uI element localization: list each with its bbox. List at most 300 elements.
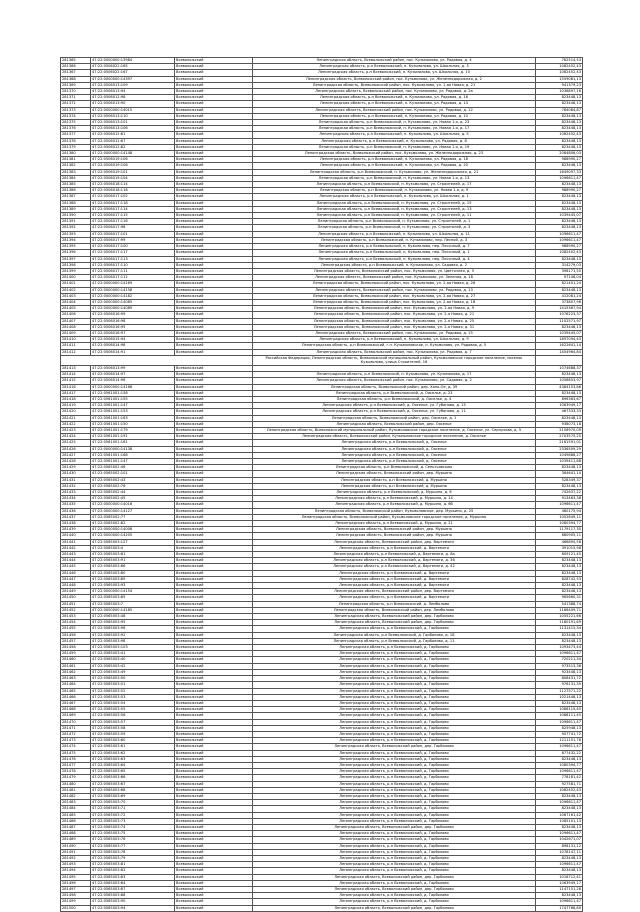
cadastral-number-cell: 47:22:0565003:94 (91, 905, 175, 911)
cadastral-number-cell: 47:22:0561001:191 (91, 434, 175, 440)
address-cell: Ленинградская область, р-н Всеволожский, д. Вартемяги, д. 8а (253, 552, 536, 558)
address-cell: Ленинградская область, р-н Всеволожский, д. Гарболово (253, 700, 536, 706)
district-cell: Всеволожский (175, 874, 253, 880)
district-cell: Всеволожский (175, 101, 253, 107)
district-cell: Всеволожский (175, 126, 253, 132)
value-cell: 898131,12 (536, 843, 583, 849)
value-cell: 823448,13 (536, 256, 583, 262)
value-cell: 938073,18 (536, 421, 583, 427)
value-cell: 1067161,42 (536, 812, 583, 818)
district-cell: Всеволожский (175, 645, 253, 651)
value-cell: 823448,13 (536, 95, 583, 101)
value-cell: 927581,71 (536, 781, 583, 787)
value-cell: 97146,04 (536, 275, 583, 281)
district-cell: Всеволожский (175, 806, 253, 812)
district-cell: Всеволожский (175, 688, 253, 694)
record-id-cell: 281447 (61, 576, 91, 582)
district-cell: Всеволожский (175, 731, 253, 737)
value-cell: 762514,53 (536, 58, 583, 64)
record-id-cell: 281378 (61, 138, 91, 144)
record-id-cell: 281494 (61, 868, 91, 874)
district-cell: Всеволожский (175, 818, 253, 824)
address-cell: Ленинградская область, р-н Всеволожский, д. Вартемяги (253, 545, 536, 551)
value-cell: 1211151,78 (536, 738, 583, 744)
address-cell: Ленинградская область, Всеволожский район, пос. Кузьмолово, ул. Железнодорожная, д. 2 (253, 76, 536, 82)
value-cell: 823448,13 (536, 200, 583, 206)
cadastral-number-cell: 47:22:0565003:66 (91, 775, 175, 781)
value-cell: 823448,13 (536, 756, 583, 762)
record-id-cell: 281473 (61, 738, 91, 744)
district-cell: Всеволожский (175, 824, 253, 830)
address-cell: Ленинградская область, Всеволожский район, пос. Кузьмолово, ул. 2-ая Новая, д. 9 (253, 306, 536, 312)
record-id-cell: 281498 (61, 893, 91, 899)
record-id-cell: 281434 (61, 496, 91, 502)
address-cell: Ленинградская область, Всеволожский район, дер. Вартемяги (253, 539, 536, 545)
district-cell: Всеволожский (175, 868, 253, 874)
value-cell: 823448,13 (536, 101, 583, 107)
cadastral-number-cell: 47:22:0506017:98 (91, 225, 175, 231)
district-cell: Всеволожский (175, 169, 253, 175)
district-cell: Всеволожский (175, 490, 253, 496)
value-cell: 988990,27 (536, 244, 583, 250)
address-cell: Ленинградская область, р-н Всеволожский, д. Гарболово (253, 762, 536, 768)
cadastral-number-cell: 47:22:0506013:94 (91, 89, 175, 95)
value-cell: 1039445,07 (536, 330, 583, 336)
value-cell: 823448,13 (536, 806, 583, 812)
value-cell: 1186409,71 (536, 607, 583, 613)
value-cell: 1096611,47 (536, 769, 583, 775)
record-id-cell: 281367 (61, 70, 91, 76)
cadastral-number-cell: 47:22:0506017:111 (91, 268, 175, 274)
address-cell: Ленинградская область, р-н Всеволожский, д. Ояселье (253, 458, 536, 464)
value-cell: 823448,13 (536, 219, 583, 225)
value-cell: 823448,13 (536, 638, 583, 644)
record-id-cell: 281366 (61, 64, 91, 70)
cadastral-number-cell: 47:22:0565003:61 (91, 744, 175, 750)
district-cell: Всеволожский (175, 225, 253, 231)
record-id-cell: 281429 (61, 465, 91, 471)
district-cell: Всеволожский (175, 107, 253, 113)
record-id-cell: 281450 (61, 595, 91, 601)
cadastral-number-cell: 47:22:0565003:62 (91, 750, 175, 756)
value-cell: 1016712,41 (536, 874, 583, 880)
address-cell: Ленинградская область, Всеволожский район, дер. Гарболово (253, 824, 536, 830)
record-id-cell: 281480 (61, 781, 91, 787)
address-cell: Ленинградская область, р-н Всеволожский, д. Гарболово (253, 756, 536, 762)
value-cell: 823448,13 (536, 558, 583, 564)
cadastral-number-cell: 47:22:0565002:44 (91, 490, 175, 496)
value-cell: 2084806,03 (536, 151, 583, 157)
value-cell: 1049888,27 (536, 452, 583, 458)
record-id-cell: 281372 (61, 101, 91, 107)
address-cell: Ленинградская область, р-н Всеволожский, д. Гарболово (253, 775, 536, 781)
value-cell: 823448,13 (536, 415, 583, 421)
district-cell: Всеволожский (175, 533, 253, 539)
cadastral-number-cell: 47:22:0565003:73 (91, 818, 175, 824)
record-id-cell: 281365 (61, 58, 91, 64)
value-cell: 823448,13 (536, 182, 583, 188)
record-id-cell: 281449 (61, 589, 91, 595)
record-id-cell: 281478 (61, 769, 91, 775)
district-cell: Всеволожский (175, 880, 253, 886)
address-cell: Ленинградская область, р-н Всеволожский, д. Ояселье, ул. Губанова, д. 15 (253, 403, 536, 409)
value-cell: 1039445,07 (536, 213, 583, 219)
cadastral-number-cell: 47:22:0000000:14397 (91, 76, 175, 82)
cadastral-number-cell: 47:22:0506013:110 (91, 113, 175, 119)
district-cell: Всеволожский (175, 669, 253, 675)
district-cell: Всеволожский (175, 713, 253, 719)
cadastral-number-cell: 47:22:0506013:106 (91, 126, 175, 132)
address-cell: Ленинградская область, р-н Всеволожский, д. Гарболово (253, 818, 536, 824)
address-cell: Ленинградская область, р-н Всеволожский, д. Гарболово (253, 669, 536, 675)
value-cell: 1180191,69 (536, 620, 583, 626)
address-cell: Ленинградская область, р-н Всеволожский, п. Кузьмолово, ул. Новая 1-я, д. 13 (253, 175, 536, 181)
cadastral-number-cell: 47:22:0565002:46 (91, 465, 175, 471)
district-cell: Всеволожский (175, 762, 253, 768)
record-id-cell: 281419 (61, 403, 91, 409)
address-cell: Ленинградская область, р-н Всеволожский, д. Гарболово (253, 694, 536, 700)
cadastral-number-cell: 47:22:0506016:97 (91, 330, 175, 336)
cadastral-number-cell: 47:22:0565003:92 (91, 632, 175, 638)
address-cell: Ленинградская область, р-н Всеволожский, п. Кузьмолово, ул. Строителей, д. 1 (253, 219, 536, 225)
value-cell: 1096611,47 (536, 831, 583, 837)
value-cell: 1404964,84 (536, 349, 583, 355)
cadastral-number-cell: 47:22:0565003:51 (91, 682, 175, 688)
record-id-cell: 281497 (61, 887, 91, 893)
district-cell: Всеволожский (175, 427, 253, 433)
value-cell: 391015,98 (536, 545, 583, 551)
cadastral-number-cell: 47:22:0565003:82 (91, 868, 175, 874)
value-cell: 988990,27 (536, 188, 583, 194)
address-cell: Ленинградская область, р-н Всеволожский, д. Гарболово (253, 806, 536, 812)
cadastral-number-cell: 47:22:0506016:98 (91, 318, 175, 324)
value-cell: 823448,13 (536, 824, 583, 830)
address-cell: Ленинградская область, р-н Всеволожский, д. Гарболово (253, 849, 536, 855)
record-id-cell: 281440 (61, 533, 91, 539)
record-id-cell: 281368 (61, 76, 91, 82)
address-cell: Ленинградская область, р-н Всеволожский, д. Вартемяги (253, 583, 536, 589)
record-id-cell: 281493 (61, 862, 91, 868)
district-cell: Всеволожский (175, 899, 253, 905)
cadastral-number-cell: 47:22:0565003:83 (91, 874, 175, 880)
record-id-cell: 281415 (61, 378, 91, 384)
district-cell: Всеволожский (175, 837, 253, 843)
cadastral-number-cell: 47:22:0506022:165 (91, 64, 175, 70)
value-cell: 823448,13 (536, 570, 583, 576)
record-id-cell: 281444 (61, 558, 91, 564)
address-cell: Ленинградская область, р-н Всеволожский, д. Гарболово (253, 731, 536, 737)
district-cell: Всеволожский (175, 268, 253, 274)
district-cell: Всеволожский (175, 514, 253, 520)
district-cell: Всеволожский (175, 483, 253, 489)
district-cell: Всеволожский (175, 843, 253, 849)
address-cell: Ленинградская область, р-н Всеволожский, п. Кузьмолово, ул. Строителей, д. 15 (253, 200, 536, 206)
district-cell: Всеволожский (175, 552, 253, 558)
cadastral-number-cell: 47:22:0565003:80 (91, 570, 175, 576)
record-id-cell: 281375 (61, 120, 91, 126)
record-id-cell: 281410 (61, 337, 91, 343)
cadastral-number-cell: 47:22:0561001:179 (91, 427, 175, 433)
address-cell: Ленинградская область, р-н Всеволожский, п. Кузьмолово, ул. Рядовая, д. 10 (253, 113, 536, 119)
cadastral-number-cell: 47:22:0000000:14169 (91, 281, 175, 287)
value-cell: 877432,22 (536, 750, 583, 756)
address-cell: Ленинградская область, р-н Всеволожский, п. Кузьмолово, ул. Строителей, д. 13 (253, 206, 536, 212)
cadastral-number-cell: 47:22:0506013:109 (91, 82, 175, 88)
address-cell: Ленинградская область, р-н Всеволожский, д. Гарболово (253, 769, 536, 775)
district-cell: Всеволожский (175, 576, 253, 582)
cadastral-number-cell: 47:22:0506017:116 (91, 219, 175, 225)
value-cell: 720211,34 (536, 657, 583, 663)
district-cell: Всеволожский (175, 244, 253, 250)
district-cell: Всеволожский (175, 769, 253, 775)
value-cell: 823448,13 (536, 483, 583, 489)
district-cell: Всеволожский (175, 682, 253, 688)
record-id-cell: 281466 (61, 694, 91, 700)
address-cell: Ленинградская область, р-н Всеволожский, д. Вартемяги, д. 42 (253, 564, 536, 570)
cadastral-number-cell: 47:22:0561001:161 (91, 440, 175, 446)
record-id-cell: 281379 (61, 144, 91, 150)
value-cell: 1086115,45 (536, 707, 583, 713)
cadastral-number-cell: 47:22:0506017:115 (91, 213, 175, 219)
district-cell: Всеволожский (175, 324, 253, 330)
value-cell: 1082452,43 (536, 250, 583, 256)
record-id-cell: 281405 (61, 306, 91, 312)
cadastral-number-cell: 47:22:0565003:74 (91, 824, 175, 830)
cadastral-number-cell: 47:22:0565003:56 (91, 713, 175, 719)
value-cell: 825948,13 (536, 725, 583, 731)
cadastral-number-cell: 47:22:0565003:58 (91, 725, 175, 731)
record-id-cell: 281416 (61, 384, 91, 390)
cadastral-number-cell: 47:22:0506017:101 (91, 231, 175, 237)
address-cell: Ленинградская область, р-н Всеволожский, п. Кузьмолово, ул. Рядовая, д. 14 (253, 101, 536, 107)
value-cell: 823448,13 (536, 120, 583, 126)
cadastral-number-cell: 47:22:0565003:85 (91, 595, 175, 601)
value-cell: 1747768,89 (536, 905, 583, 911)
address-cell: Ленинградская область, р-н Всеволожский, п. Кузьмолово, ул. Строителей, д. 11 (253, 213, 536, 219)
district-cell: Всеволожский (175, 595, 253, 601)
district-cell: Всеволожский (175, 700, 253, 706)
address-cell: Ленинградская область, р-н Всеволожский, д. Вартемяги (253, 570, 536, 576)
address-cell: Ленинградская область, р-н Всеволожский, д. Гарболово (253, 657, 536, 663)
cadastral-number-cell: 47:22:0506017:113 (91, 256, 175, 262)
record-id-cell: 281399 (61, 268, 91, 274)
record-id-cell: 281369 (61, 82, 91, 88)
address-cell: Ленинградская область, Всеволожский район, дер. Хапо-Ое, д. 39 (253, 384, 536, 390)
cadastral-number-cell: 47:22:0506014:96 (91, 378, 175, 384)
record-id-cell: 281451 (61, 601, 91, 607)
district-cell: Всеволожский (175, 89, 253, 95)
address-cell: Ленинградская область, Всеволожский район, дер. Гарболово (253, 887, 536, 893)
district-cell: Всеволожский (175, 564, 253, 570)
address-cell: Ленинградская область, р-н Всеволожский, п. Кузьмолово, ул. Школьная, д. 3 (253, 64, 536, 70)
record-id-cell: 281477 (61, 762, 91, 768)
record-id-cell: 281455 (61, 626, 91, 632)
cadastral-number-cell: 47:22:0565003:88 (91, 893, 175, 899)
record-id-cell: 281425 (61, 440, 91, 446)
cadastral-number-cell: 47:22:0565003:59 (91, 731, 175, 737)
address-cell: Ленинградская область, р-н Всеволожский, п. Кузьмолово, ул. Новая 1-я, д. 19 (253, 144, 536, 150)
cadastral-number-cell: 47:22:0561001:153 (91, 409, 175, 415)
district-cell: Всеволожский (175, 446, 253, 452)
cadastral-number-cell: 47:22:0565003:75 (91, 831, 175, 837)
address-cell: Ленинградская область, Всеволожский район, пос. Кузьмолово, ул. Железнодорожная, д. 23 (253, 151, 536, 157)
cadastral-number-cell: 47:22:0565002:77 (91, 514, 175, 520)
value-cell: 1649097,33 (536, 169, 583, 175)
district-cell: Всеволожский (175, 372, 253, 378)
address-cell: Ленинградская область, р-н Всеволожский, п. Кузьмолово, ул. Рядовая, д. 18 (253, 157, 536, 163)
cadastral-number-cell: 47:22:0565003:79 (91, 855, 175, 861)
address-cell: Ленинградская область, р-н Всеволожский, д. Гарболово (253, 831, 536, 837)
record-id-cell: 281459 (61, 651, 91, 657)
value-cell: 784084,87 (536, 107, 583, 113)
record-id-cell: 281489 (61, 837, 91, 843)
address-cell: Ленинградская область, р-н Всеволожский, д. Гарболово (253, 793, 536, 799)
record-id-cell: 281380 (61, 151, 91, 157)
address-cell: Ленинградская область, р-н Всеволожский, д. Гарболово (253, 868, 536, 874)
cadastral-number-cell: 47:22:0565003:81 (91, 552, 175, 558)
district-cell: Всеволожский (175, 583, 253, 589)
district-cell: Всеволожский (175, 237, 253, 243)
record-id-cell: 281475 (61, 750, 91, 756)
cadastral-number-cell: 47:22:0000000:14154 (91, 589, 175, 595)
address-cell: Ленинградская область, Всеволожский район, пос. Кузьмолово, ул. Рядовая, д. 12 (253, 107, 536, 113)
address-cell: Ленинградская область, р-н Всеволожский, п. Кузьмолово, ул. Школьная, д. 11 (253, 231, 536, 237)
cadastral-number-cell: 47:22:0565003:90 (91, 899, 175, 905)
cadastral-number-cell: 47:22:0000000:14158 (91, 287, 175, 293)
cadastral-number-cell: 47:22:0565003:4 (91, 545, 175, 551)
address-cell: Ленинградская область, р-н Всеволожский, п. Кузьмолово, ул. Кузьмолово, д. 17 (253, 372, 536, 378)
cadastral-number-cell: 47:22:0565003:86 (91, 564, 175, 570)
value-cell: 1082452,43 (536, 70, 583, 76)
district-cell: Всеволожский (175, 707, 253, 713)
cadastral-number-cell: 47:22:0565003:103 (91, 645, 175, 651)
record-id-cell: 281485 (61, 812, 91, 818)
value-cell: 1559081,13 (536, 76, 583, 82)
value-cell: 1093473,44 (536, 645, 583, 651)
record-id-cell: 281483 (61, 800, 91, 806)
district-cell: Всеволожский (175, 132, 253, 138)
record-id-cell: 281373 (61, 107, 91, 113)
district-cell: Всеволожский (175, 365, 253, 371)
district-cell: Всеволожский (175, 539, 253, 545)
district-cell: Всеволожский (175, 343, 253, 349)
address-cell: Ленинградская область, Всеволожский район, дер. Вартемяги (253, 589, 536, 595)
district-cell: Всеволожский (175, 502, 253, 508)
value-cell: 913463,38 (536, 496, 583, 502)
address-cell: Ленинградская область, р-н Всеволожский, д. Мурьино, д. 6 (253, 490, 536, 496)
cadastral-number-cell: 47:22:0000000:14015 (91, 107, 175, 113)
district-cell: Всеволожский (175, 657, 253, 663)
cadastral-number-cell: 47:22:0565003:7 (91, 601, 175, 607)
value-cell: 823448,13 (536, 225, 583, 231)
record-id-cell: 281488 (61, 831, 91, 837)
record-id-cell: 281423 (61, 427, 91, 433)
value-cell: 823448,13 (536, 465, 583, 471)
district-cell: Всеволожский (175, 163, 253, 169)
district-cell: Всеволожский (175, 521, 253, 527)
record-id-cell: 281464 (61, 682, 91, 688)
value-cell: 823448,13 (536, 868, 583, 874)
value-cell: 1082452,43 (536, 132, 583, 138)
record-id-cell: 281456 (61, 632, 91, 638)
cadastral-number-cell: 47:22:0506018:118 (91, 188, 175, 194)
value-cell: 823448,13 (536, 390, 583, 396)
address-cell: Ленинградская область, р-н Всеволожский, д. Гарболово (253, 843, 536, 849)
record-id-cell: 281377 (61, 132, 91, 138)
note-row (61, 355, 583, 365)
cadastral-number-cell: 47:22:0565003:57 (91, 719, 175, 725)
district-cell: Всеволожский (175, 299, 253, 305)
address-cell: Ленинградская область, Всеволожский муниципальный район, Кузьмоловское городское поселение, д. Ояселье, ул. Серпухова, д. 5 (253, 427, 536, 433)
district-cell: Всеволожский (175, 800, 253, 806)
value-cell: 2156970,09 (536, 427, 583, 433)
address-cell: Ленинградская область, р-н Всеволожский, д. Гарболово (253, 626, 536, 632)
cadastral-number-cell: 47:22:0565003:42 (91, 663, 175, 669)
district-cell: Всеволожский (175, 138, 253, 144)
address-note: Российская Федерация, Ленинградская область, Всеволожский муниципальный район, Кузьмоловское городское поселение, поселок Кузьмолово, улица Строителей, 16 (253, 355, 536, 365)
district-cell: Всеволожский (175, 175, 253, 181)
district-cell: Всеволожский (175, 744, 253, 750)
cadastral-number-cell: 47:22:0565003:53 (91, 694, 175, 700)
value-cell: 2336509,29 (536, 446, 583, 452)
value-cell: 896363,67 (536, 396, 583, 402)
address-cell: Ленинградская область, р-н Всеволожский, д. Гарболово (253, 880, 536, 886)
address-cell: Ленинградская область, р-н Всеволожский, п. Кузьмолово, ул. Школьная, д. 10 (253, 70, 536, 76)
address-cell: Ленинградская область, Всеволожский район, дер. Гарболово (253, 614, 536, 620)
cadastral-number-cell: 47:22:0565003:69 (91, 793, 175, 799)
value-cell: 4384153,86 (536, 384, 583, 390)
record-id-cell: 281437 (61, 514, 91, 520)
district-cell: Всеволожский (175, 262, 253, 268)
district-cell: Всеволожский (175, 887, 253, 893)
table-row (61, 905, 583, 911)
value-cell: 823448,13 (536, 163, 583, 169)
value-cell: 1622641,14 (536, 343, 583, 349)
district-cell: Всеволожский (175, 144, 253, 150)
value-cell: 1076223,37 (536, 312, 583, 318)
record-id-cell: 281471 (61, 725, 91, 731)
cadastral-number-cell: 47:22:0565003:52 (91, 688, 175, 694)
address-cell: Ленинградская область, Всеволожский район, пос. Кузьмолово, ул. Рядовая, д. 4 (253, 58, 536, 64)
address-cell: Ленинградская область, р-н Всеволожский, д. Ояселье, д. 23 (253, 390, 536, 396)
value-cell: 1063949,17 (536, 403, 583, 409)
cadastral-number-cell: 47:22:0000000:14089 (91, 306, 175, 312)
address-cell: Ленинградская область, р-н Всеволожский, п. Кузьмолово, ул. Рядовая, д. 20 (253, 163, 536, 169)
district-cell: Всеволожский (175, 95, 253, 101)
district-cell: Всеволожский (175, 725, 253, 731)
cadastral-number-cell: 47:22:0561001:150 (91, 421, 175, 427)
record-id-cell: 281381 (61, 157, 91, 163)
record-id-cell: 281484 (61, 806, 91, 812)
district-cell: Всеволожский (175, 250, 253, 256)
record-id-cell: 281371 (61, 95, 91, 101)
record-id-cell: 281453 (61, 614, 91, 620)
address-cell: Ленинградская область, Всеволожский район, Кузьмоловское, дер. Мурьино, д. 25 (253, 508, 536, 514)
cadastral-number-cell: 47:22:0565002:82 (91, 521, 175, 527)
record-id-cell: 281407 (61, 318, 91, 324)
record-id-cell: 281463 (61, 676, 91, 682)
value-cell: 412081,24 (536, 293, 583, 299)
cadastral-number-cell: 47:22:0565003:65 (91, 769, 175, 775)
value-cell: 976131,35 (536, 682, 583, 688)
address-cell: Ленинградская область, р-н Всеволожский, п. Кузьмолово, ул. Школьная, д. 1 (253, 194, 536, 200)
record-id-cell: 281442 (61, 545, 91, 551)
cadastral-number-cell: 47:22:0565003:98 (91, 638, 175, 644)
address-cell: Ленинградская область, Всеволожский район, дер. Гарболово (253, 905, 536, 911)
record-id-cell: 281420 (61, 409, 91, 415)
district-cell: Всеволожский (175, 194, 253, 200)
district-cell: Всеволожский (175, 775, 253, 781)
